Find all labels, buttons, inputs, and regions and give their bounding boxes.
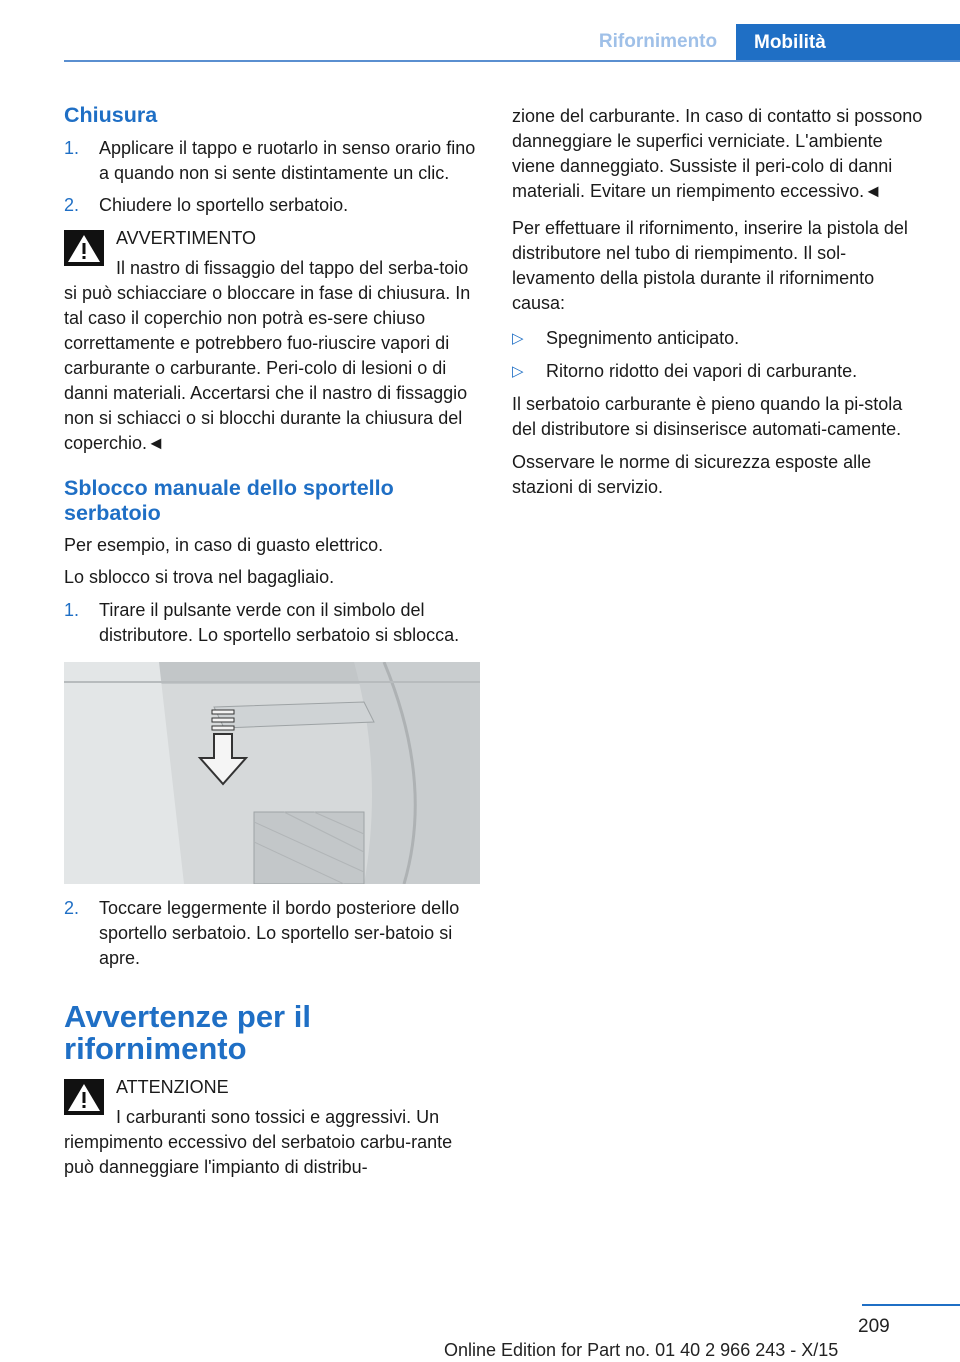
- paragraph: Il serbatoio carburante è pieno quando la pi‐stola del distributore si disinserisce automati‐camente.: [512, 394, 903, 439]
- bullet-arrow-icon: ▷: [512, 330, 524, 347]
- heading-chiusura: Chiusura: [64, 103, 158, 127]
- paragraph: zione del carburante. In caso di contatto si possono danneggiare le superfici verniciate. L'ambiente viene danneggiato. Sussiste il peri‐colo di danni materiali. Evitare un riempimento eccessivo.◄: [512, 106, 923, 201]
- step-text: Chiudere lo sportello serbatoio.: [99, 195, 349, 215]
- list-item: [64, 896, 480, 971]
- header-rule: [64, 60, 960, 62]
- paragraph: Per esempio, in caso di guasto elettrico.: [64, 535, 384, 555]
- step-number: 1.: [64, 138, 80, 158]
- heading-sblocco: Sblocco manuale dello sportello serbatoio: [64, 476, 394, 525]
- step-text: Toccare leggermente il bordo posteriore dello sportello serbatoio. Lo sportello ser‐batoio si apre.: [99, 898, 460, 968]
- trunk-release-illustration: [64, 662, 480, 884]
- step-text: Tirare il pulsante verde con il simbolo del distributore. Lo sportello serbatoio si sblocca.: [99, 600, 460, 645]
- paragraph: Osservare le norme di sicurezza esposte alle stazioni di servizio.: [512, 452, 872, 497]
- caution-body: I carburanti sono tossici e aggressivi. Un riempimento eccessivo del serbatoio carbu‐rante può danneggiare l'impianto di distribu‐: [64, 1107, 453, 1177]
- footer-rule: [862, 1304, 960, 1306]
- list-item: [512, 359, 928, 384]
- step-number: 2.: [64, 898, 80, 918]
- list-item: [512, 326, 928, 351]
- heading-avvertenze: Avvertenze per il rifornimento: [64, 999, 311, 1066]
- list-item: [64, 598, 480, 648]
- step-number: 2.: [64, 195, 80, 215]
- header-tab-mobilita[interactable]: Mobilità: [736, 24, 960, 62]
- warning-icon: [64, 230, 104, 266]
- paragraph: Per effettuare il rifornimento, inserire la pistola del distributore nel tubo di riempimento. Il sol‐levamento della pistola durante il rifornimento causa:: [512, 218, 908, 313]
- edition-note: Online Edition for Part no. 01 40 2 966 243 - X/15: [444, 1340, 839, 1360]
- step-number: 1.: [64, 600, 80, 620]
- left-column: [64, 100, 480, 1180]
- bullet-arrow-icon: ▷: [512, 363, 524, 380]
- caution-title: ATTENZIONE: [116, 1077, 229, 1097]
- warning-icon: [64, 1079, 104, 1115]
- warning-body: Il nastro di fissaggio del tappo del serba‐toio si può schiacciare o bloccare in fase di chiusura. In tal caso il coperchio non potrà es‐sere chiuso correttamente e potrebbero fuo‐riuscire vapori di carburante o carburante. Peri‐colo di lesioni o di danni materiali. Accertarsi che il nastro di fissaggio non si schiacci o si blocchi durante la chiusura del coperchio.◄: [64, 258, 471, 453]
- list-item: [64, 136, 480, 186]
- page-number: 209: [858, 1316, 890, 1337]
- warning-box: [64, 226, 480, 456]
- bullet-text: Ritorno ridotto dei vapori di carburante.: [546, 361, 858, 381]
- warning-title: AVVERTIMENTO: [116, 228, 257, 248]
- bullet-text: Spegnimento anticipato.: [546, 328, 740, 348]
- caution-box: [64, 1075, 480, 1180]
- header-tab-rifornimento[interactable]: Rifornimento: [598, 31, 718, 52]
- right-column: [512, 104, 928, 500]
- list-item: [64, 193, 480, 218]
- step-text: Applicare il tappo e ruotarlo in senso orario fino a quando non si sente distintamente un clic.: [99, 138, 476, 183]
- paragraph: Lo sblocco si trova nel bagagliaio.: [64, 567, 335, 587]
